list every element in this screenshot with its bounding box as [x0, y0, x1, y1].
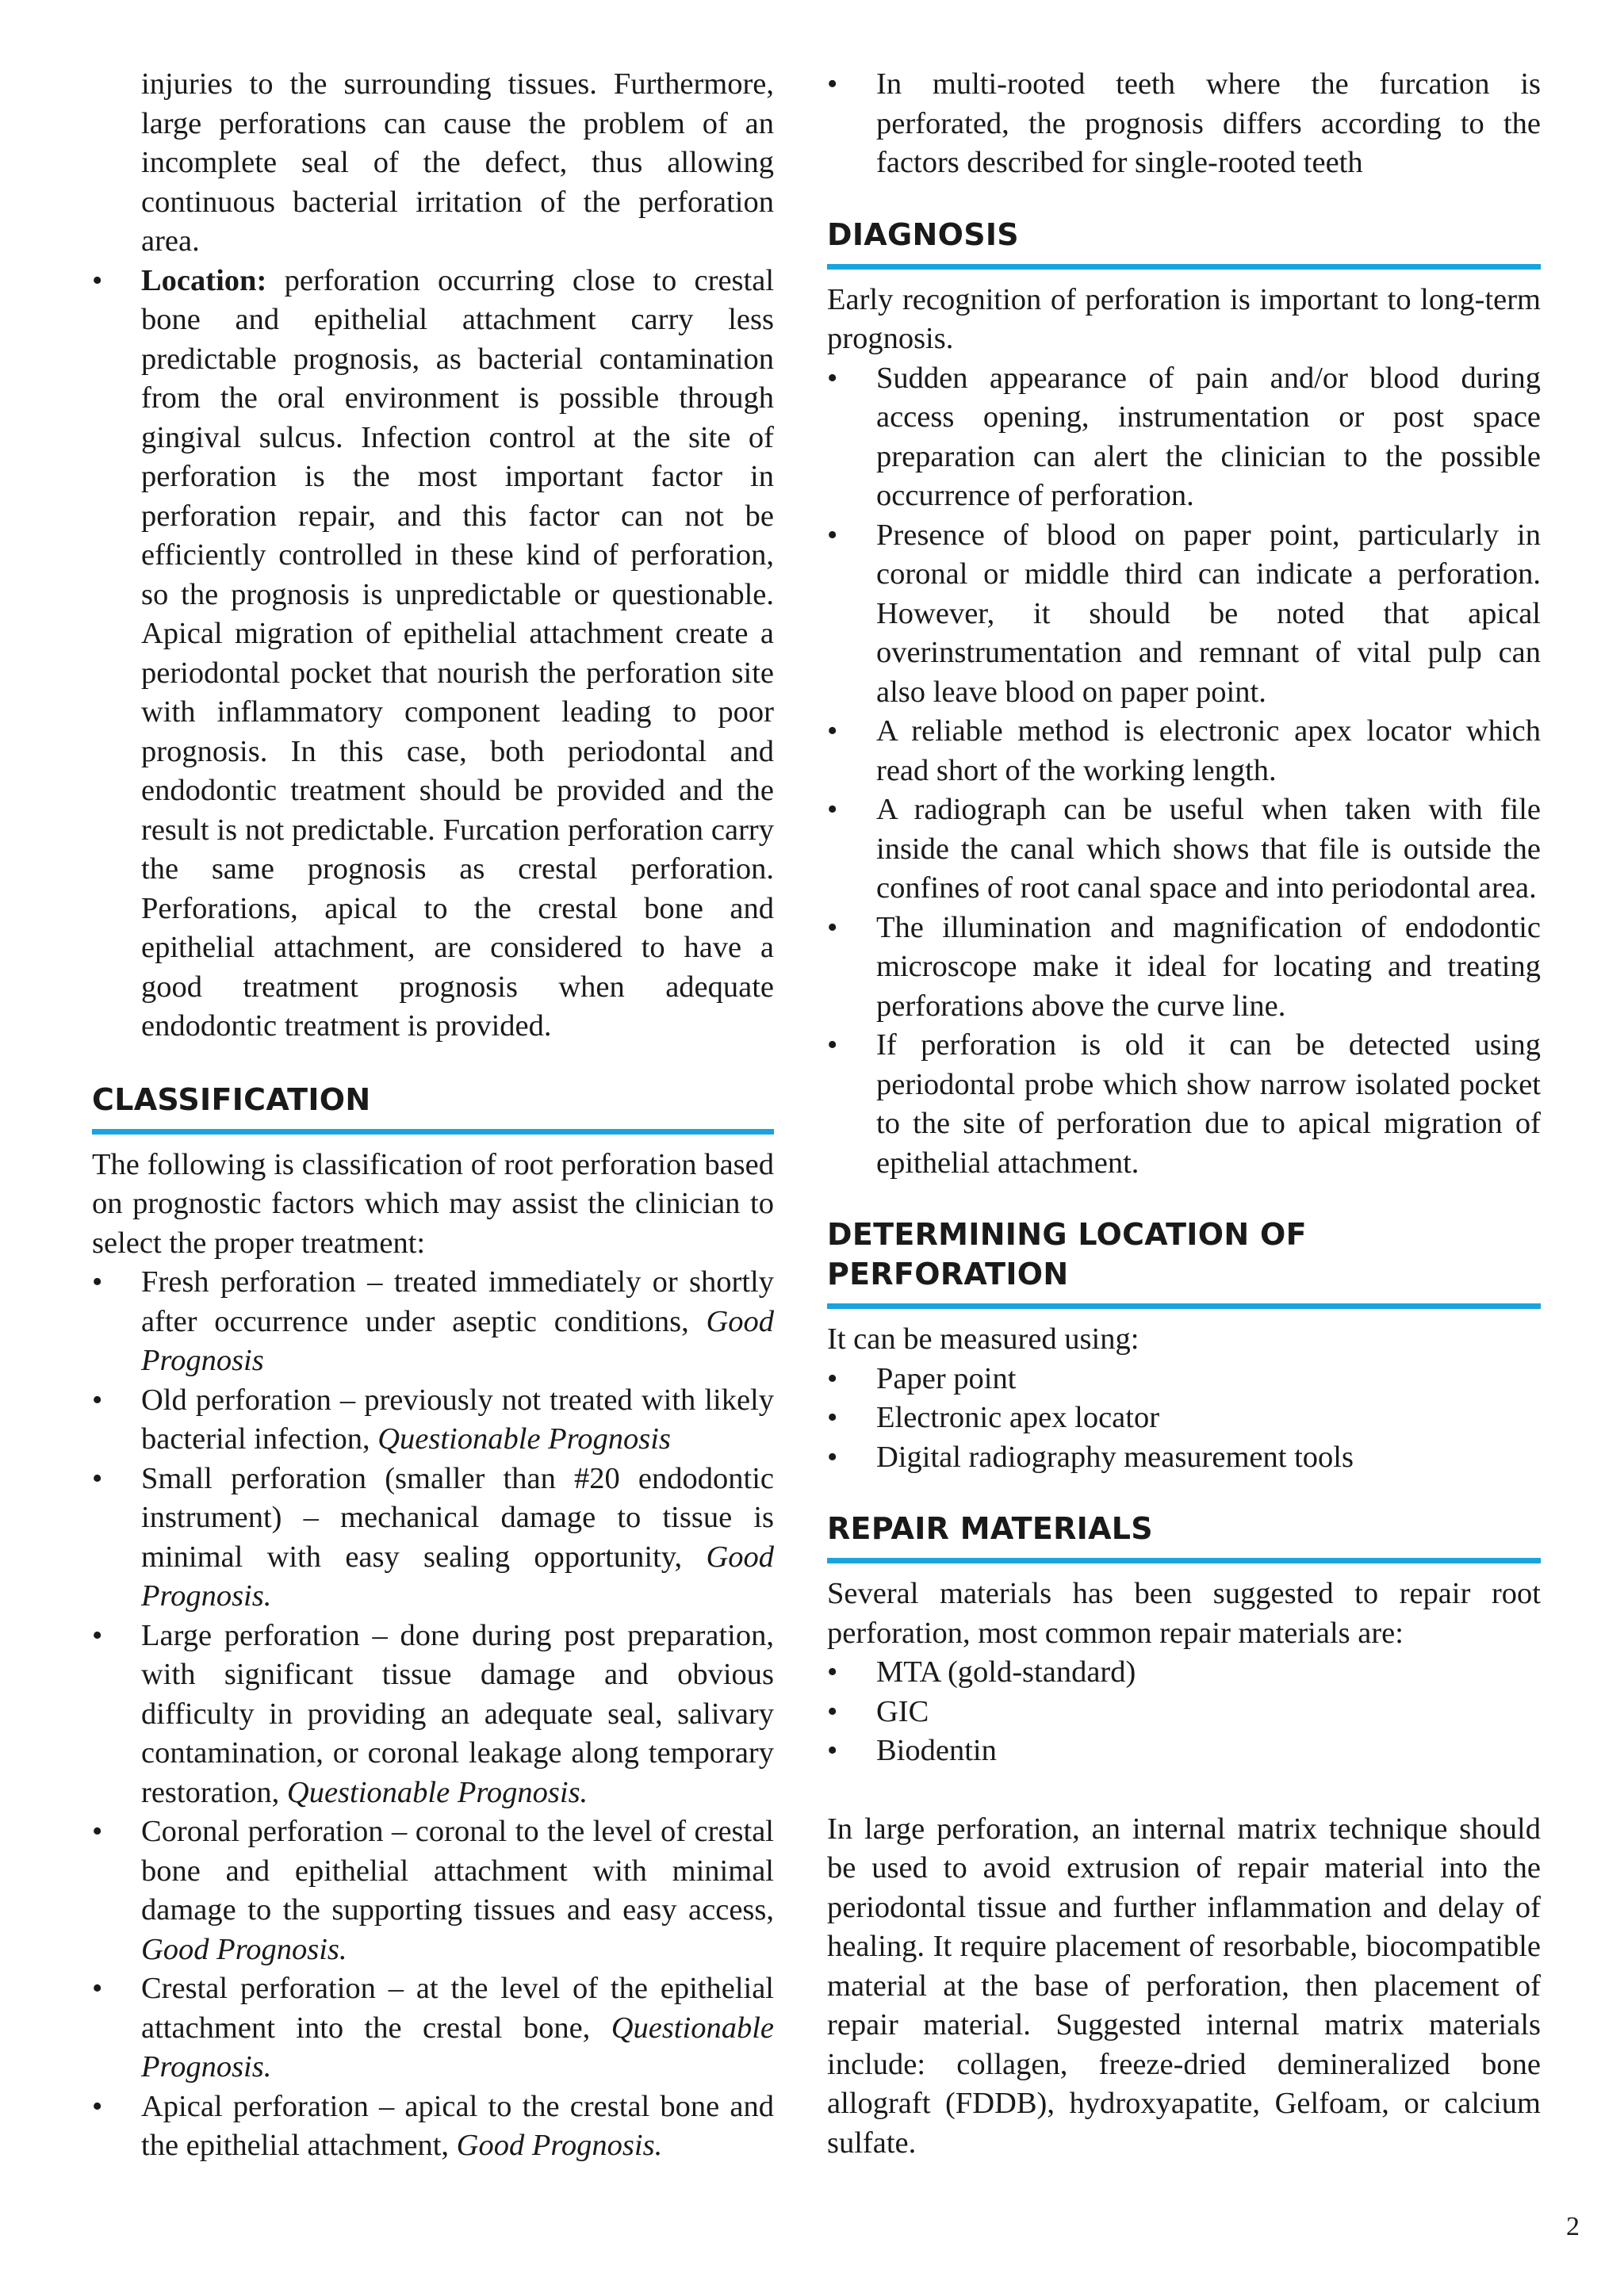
- prognosis-label: Questionable Prognosis.: [141, 2011, 774, 2084]
- location-heading: [827, 1215, 1541, 1309]
- location-method-item: • Electronic apex locator: [827, 1399, 1541, 1438]
- location-list: [92, 262, 774, 1047]
- location-method-item: • Paper point: [827, 1360, 1541, 1399]
- left-column: [92, 65, 774, 2166]
- diagnosis-intro: Early recognition of perforation is important to long-term prognosis.: [827, 282, 1541, 355]
- classification-list: [92, 1263, 774, 2166]
- prognosis-label: Questionable Prognosis: [377, 1422, 671, 1456]
- prognosis-label: Good Prognosis.: [141, 1540, 775, 1613]
- repair-material-item: • MTA (gold-standard): [827, 1653, 1541, 1693]
- repair-material-item: • Biodentin: [827, 1732, 1541, 1771]
- classification-item-text: Coronal perforation – coronal to the level of crestal bone and epithelial attachment with minimal damage to the supporting tissues and easy access,: [141, 1815, 774, 1927]
- classification-item: [92, 2087, 774, 2166]
- repair-heading: REPAIR MATERIALS: [827, 1509, 1541, 1563]
- prognosis-label: Good Prognosis.: [456, 2129, 663, 2162]
- location-method-item: • Digital radiography measurement tools: [827, 1438, 1541, 1478]
- location-item: [92, 262, 774, 1047]
- classification-item: [92, 1460, 774, 1617]
- location-intro: It can be measured using:: [827, 1322, 1139, 1356]
- classification-intro: The following is classification of root perforation based on prognostic factors which may assist the clinician to select the proper treatment:: [92, 1147, 774, 1260]
- classification-item-text: Large perforation – done during post preparation, with significant tissue damage and obvious difficulty in providing an adequate seal, salivary contamination, or coronal leakage along temporary restoration,: [141, 1618, 774, 1809]
- location-heading-line2: PERFORATION: [827, 1257, 1069, 1292]
- prognosis-label: Good Prognosis: [141, 1304, 774, 1377]
- multirooted-list: [827, 65, 1541, 183]
- classification-heading: CLASSIFICATION: [92, 1080, 774, 1135]
- classification-item-text: Fresh perforation – treated immediately or shortly after occurrence under aseptic conditions,: [141, 1265, 774, 1338]
- diagnosis-item: • A reliable method is electronic apex locator which read short of the working length.: [827, 712, 1541, 790]
- classification-item: [92, 1263, 774, 1381]
- location-label: Location:: [141, 263, 267, 297]
- diagnosis-heading: DIAGNOSIS: [827, 215, 1541, 270]
- repair-intro: Several materials has been suggested to repair root perforation, most common repair materials are:: [827, 1577, 1541, 1650]
- classification-item-text: Apical perforation – apical to the crestal bone and the epithelial attachment,: [141, 2089, 774, 2162]
- prognosis-label: Good Prognosis.: [141, 1932, 347, 1966]
- location-methods-list: [827, 1360, 1541, 1478]
- location-heading-line1: DETERMINING LOCATION OF: [827, 1217, 1307, 1252]
- classification-item-text: Crestal perforation – at the level of the epithelial attachment into the crestal bone,: [141, 1972, 774, 2045]
- repair-materials-list: [827, 1653, 1541, 1771]
- page-number: 2: [1566, 2212, 1580, 2241]
- classification-item: [92, 1617, 774, 1813]
- location-text: perforation occurring close to crestal bone and epithelial attachment carry less predictable prognosis, as bacterial contamination from the oral environment is possible through gingival sulcus. Infection control at the site of perforation is the most important factor in perforation repair, and this factor can not be efficiently controlled in these kind of perforation, so the prognosis is unpredictable or questionable. Apical migration of epithelial attachment create a periodontal pocket that nourish the perforation site with inflammatory component leading to poor prognosis. In this case, both periodontal and endodontic treatment should be provided and the result is not predictable. Furcation perforation carry the same prognosis as crestal perforation. Perforations, apical to the crestal bone and epithelial attachment, are considered to have a good treatment prognosis when adequate endodontic treatment is provided.: [141, 263, 775, 1043]
- right-column: [827, 65, 1541, 2163]
- diagnosis-item: • Presence of blood on paper point, particularly in coronal or middle third can indicate a perforation. However, it should be noted that apical overinstrumentation and remnant of vital pulp can also leave blood on paper point.: [827, 516, 1541, 713]
- prognosis-label: Questionable Prognosis.: [286, 1775, 588, 1809]
- diagnosis-list: [827, 359, 1541, 1184]
- diagnosis-item: • Sudden appearance of pain and/or blood during access opening, instrumentation or post space preparation can alert the clinician to the possible occurrence of perforation.: [827, 359, 1541, 516]
- repair-paragraph: In large perforation, an internal matrix technique should be used to avoid extrusion of repair material into the periodontal tissue and further inflammation and delay of healing. It require placement of resorbable, biocompatible material at the base of perforation, then placement of repair material. Suggested internal matrix materials include: collagen, freeze-dried demineralized bone allograft (FDDB), hydroxyapatite, Gelfoam, or calcium sulfate.: [827, 1812, 1541, 2160]
- classification-item-text: Small perforation (smaller than #20 endodontic instrument) – mechanical damage to tissue is minimal with easy sealing opportunity,: [141, 1461, 774, 1574]
- multirooted-item: • In multi-rooted teeth where the furcation is perforated, the prognosis differs according to the factors described for single-rooted teeth: [827, 65, 1541, 183]
- diagnosis-item: • The illumination and magnification of endodontic microscope make it ideal for locating and treating perforations above the curve line.: [827, 909, 1541, 1027]
- continuation-paragraph: injuries to the surrounding tissues. Furthermore, large perforations can cause the problem of an incomplete seal of the defect, thus allowing continuous bacterial irritation of the perforation area.: [141, 67, 774, 258]
- classification-item: [92, 1969, 774, 2087]
- classification-item-text: Old perforation – previously not treated with likely bacterial infection,: [141, 1383, 774, 1456]
- classification-item: [92, 1812, 774, 1969]
- classification-item: [92, 1381, 774, 1460]
- repair-material-item: • GIC: [827, 1693, 1541, 1732]
- diagnosis-item: • If perforation is old it can be detected using periodontal probe which show narrow isolated pocket to the site of perforation due to apical migration of epithelial attachment.: [827, 1026, 1541, 1183]
- diagnosis-item: • A radiograph can be useful when taken with file inside the canal which shows that file is outside the confines of root canal space and into periodontal area.: [827, 790, 1541, 909]
